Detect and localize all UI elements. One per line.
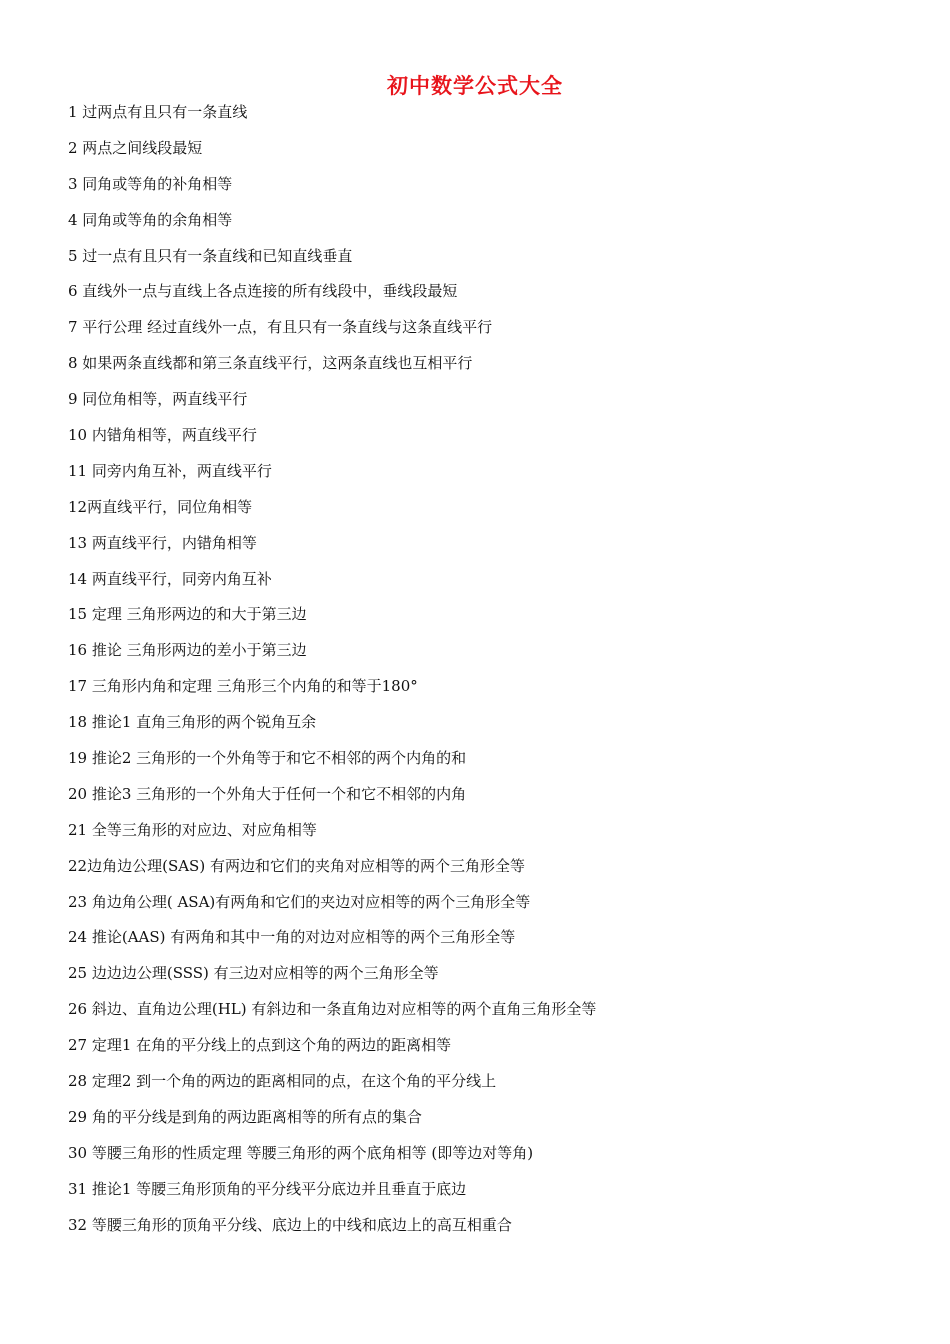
list-item: 16 推论 三角形两边的差小于第三边: [68, 641, 307, 660]
list-item: 19 推论2 三角形的一个外角等于和它不相邻的两个内角的和: [68, 749, 467, 768]
list-item: 18 推论1 直角三角形的两个锐角互余: [68, 713, 317, 732]
list-item: 5 过一点有且只有一条直线和已知直线垂直: [68, 246, 353, 265]
list-item: 30 等腰三角形的性质定理 等腰三角形的两个底角相等 (即等边对等角): [68, 1143, 534, 1162]
list-item: 3 同角或等角的补角相等: [68, 174, 233, 193]
list-item: 24 推论(AAS) 有两角和其中一角的对边对应相等的两个三角形全等: [68, 928, 516, 947]
list-item: 29 角的平分线是到角的两边距离相等的所有点的集合: [68, 1107, 422, 1126]
list-item: 1 过两点有且只有一条直线: [68, 103, 248, 121]
list-item: 20 推论3 三角形的一个外角大于任何一个和它不相邻的内角: [68, 784, 467, 803]
list-item: 26 斜边、直角边公理(HL) 有斜边和一条直角边对应相等的两个直角三角形全等: [68, 1000, 597, 1019]
list-item: 11 同旁内角互补，两直线平行: [68, 461, 272, 480]
list-item: 2 两点之间线段最短: [68, 138, 203, 157]
list-item: 15 定理 三角形两边的和大于第三边: [68, 605, 307, 624]
list-item: 17 三角形内角和定理 三角形三个内角的和等于180°: [68, 677, 418, 696]
list-item: 14 两直线平行，同旁内角互补: [68, 569, 272, 588]
list-item: 22边角边公理(SAS) 有两边和它们的夹角对应相等的两个三角形全等: [68, 856, 525, 875]
list-item: 12两直线平行，同位角相等: [68, 497, 253, 516]
formula-list: [68, 99, 888, 1248]
list-item: 23 角边角公理( ASA)有两角和它们的夹边对应相等的两个三角形全等: [68, 892, 531, 911]
list-item: 8 如果两条直线都和第三条直线平行，这两条直线也互相平行: [68, 354, 473, 373]
list-item: 32 等腰三角形的顶角平分线、底边上的中线和底边上的高互相重合: [68, 1215, 512, 1234]
list-item: 9 同位角相等，两直线平行: [68, 390, 248, 409]
list-item: 25 边边边公理(SSS) 有三边对应相等的两个三角形全等: [68, 964, 439, 983]
list-item: 28 定理2 到一个角的两边的距离相同的点，在这个角的平分线上: [68, 1072, 497, 1091]
list-item: 21 全等三角形的对应边、对应角相等: [68, 820, 317, 839]
list-item: 13 两直线平行，内错角相等: [68, 533, 257, 552]
list-item: 10 内错角相等，两直线平行: [68, 426, 257, 445]
list-item: 7 平行公理 经过直线外一点，有且只有一条直线与这条直线平行: [68, 318, 493, 337]
document-title: 初中数学公式大全: [387, 74, 563, 98]
list-item: 31 推论1 等腰三角形顶角的平分线平分底边并且垂直于底边: [68, 1179, 467, 1198]
list-item: 27 定理1 在角的平分线上的点到这个角的两边的距离相等: [68, 1036, 452, 1055]
list-item: 4 同角或等角的余角相等: [68, 210, 233, 229]
list-item: 6 直线外一点与直线上各点连接的所有线段中，垂线段最短: [68, 282, 458, 301]
